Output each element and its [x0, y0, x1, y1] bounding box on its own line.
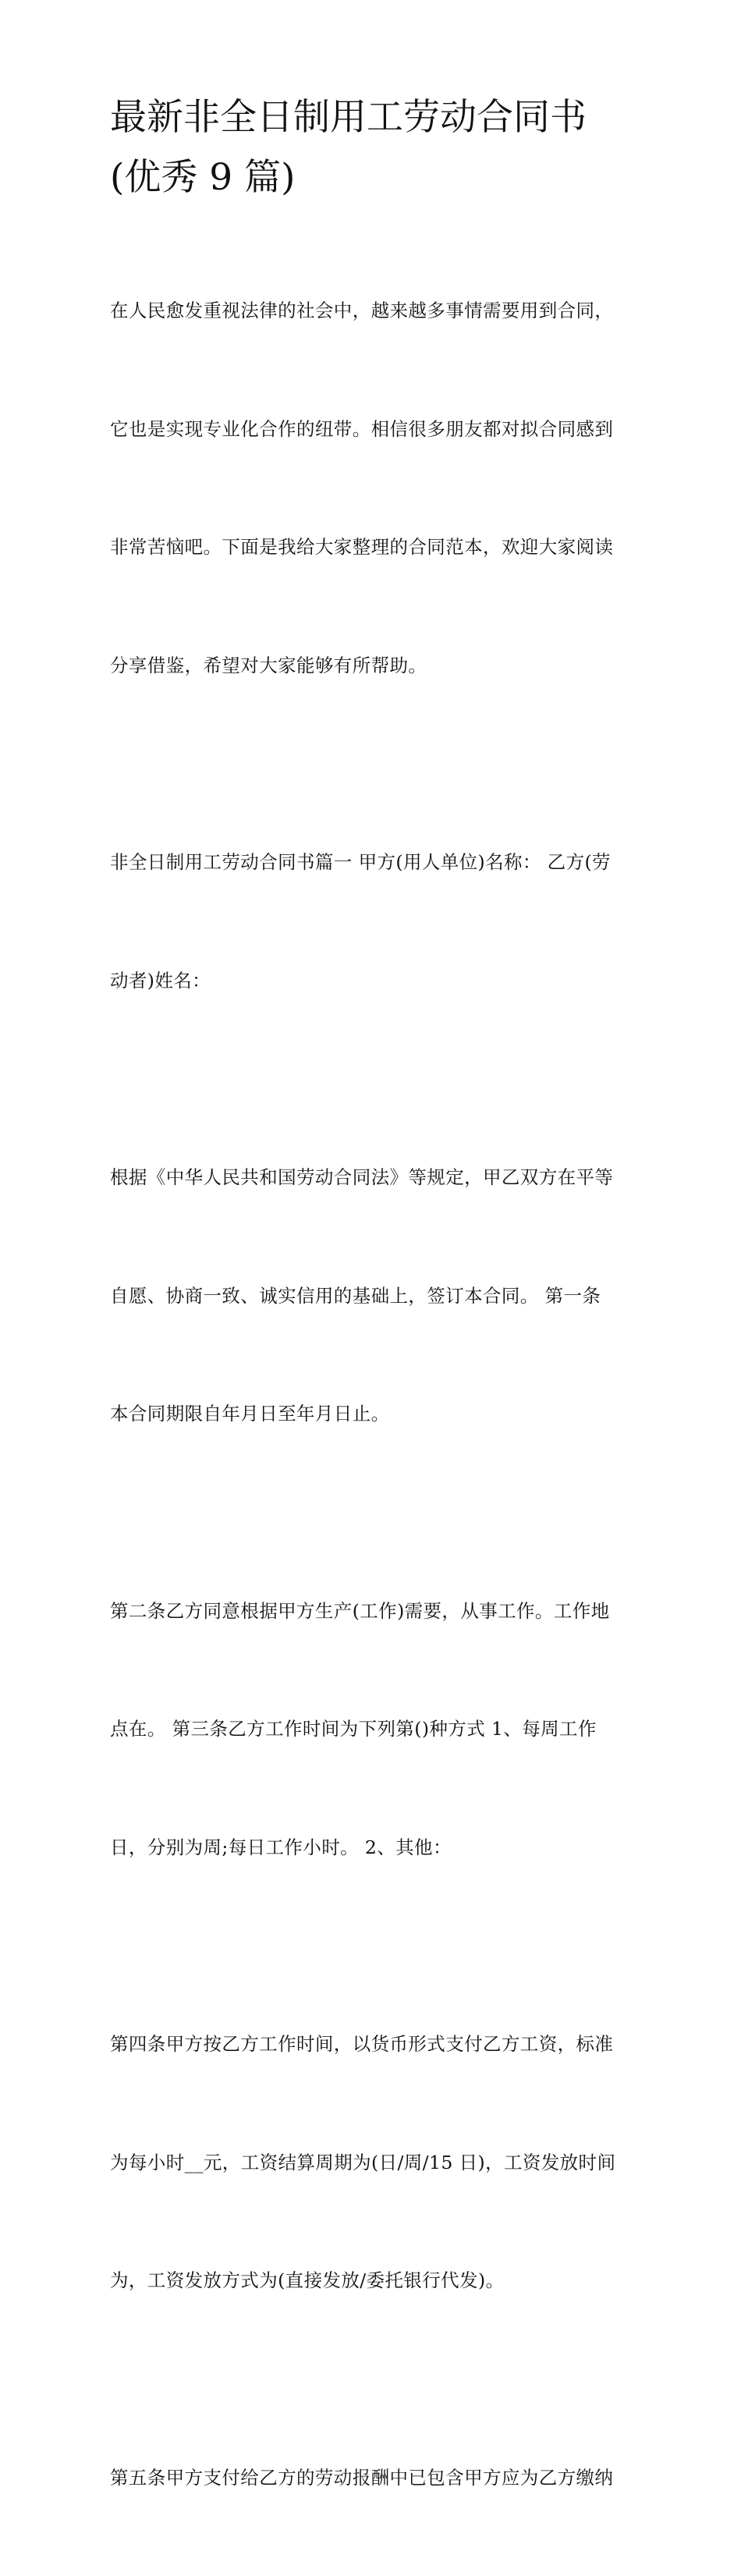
- paragraph-line: 点在。 第三条乙方工作时间为下列第()种方式 1、每周工作: [110, 1709, 640, 1749]
- paragraph-line: 动者)姓名：: [110, 961, 640, 1001]
- title-line-2: [110, 147, 640, 208]
- paragraph-parties: [110, 764, 640, 1079]
- document-content: [110, 87, 640, 2576]
- paragraph-line: 第五条甲方支付给乙方的劳动报酬中已包含甲方应为乙方缴纳: [110, 2458, 640, 2498]
- paragraph-article-5: [110, 2379, 640, 2576]
- paragraph-line: 日，分别为周;每日工作小时。 2、其他：: [110, 1828, 640, 1868]
- paragraph-line: 在人民愈发重视法律的社会中，越来越多事情需要用到合同，: [110, 291, 640, 331]
- paragraph-line: 第四条甲方按乙方工作时间，以货币形式支付乙方工资，标准: [110, 2024, 640, 2064]
- paragraph-line: 为每小时__元，工资结算周期为(日/周/15 日)，工资发放时间: [110, 2143, 640, 2183]
- title-line-2-text: (优秀 9 篇): [110, 156, 295, 199]
- paragraph-article-2-3: [110, 1513, 640, 1946]
- paragraph-line: 自愿、协商一致、诚实信用的基础上，签订本合同。 第一条: [110, 1276, 640, 1316]
- paragraph-line: 根据《中华人民共和国劳动合同法》等规定，甲乙双方在平等: [110, 1158, 640, 1198]
- document-title: [110, 87, 640, 208]
- paragraph-intro: [110, 212, 640, 764]
- paragraph-line: 分享借鉴，希望对大家能够有所帮助。: [110, 646, 640, 686]
- paragraph-article-1: [110, 1079, 640, 1513]
- title-line-1: 最新非全日制用工劳动合同书: [110, 87, 640, 147]
- paragraph-line: 第二条乙方同意根据甲方生产(工作)需要，从事工作。工作地: [110, 1591, 640, 1631]
- paragraph-line: 为，工资发放方式为(直接发放/委托银行代发)。: [110, 2261, 640, 2301]
- paragraph-article-4: [110, 1946, 640, 2379]
- paragraph-line: 非常苦恼吧。下面是我给大家整理的合同范本，欢迎大家阅读: [110, 527, 640, 567]
- paragraph-line: 非全日制用工劳动合同书篇一 甲方(用人单位)名称： 乙方(劳: [110, 843, 640, 882]
- document-page: [0, 0, 741, 959]
- paragraph-line: 它也是实现专业化合作的纽带。相信很多朋友都对拟合同感到: [110, 410, 640, 449]
- paragraph-line: 本合同期限自年月日至年月日止。: [110, 1394, 640, 1434]
